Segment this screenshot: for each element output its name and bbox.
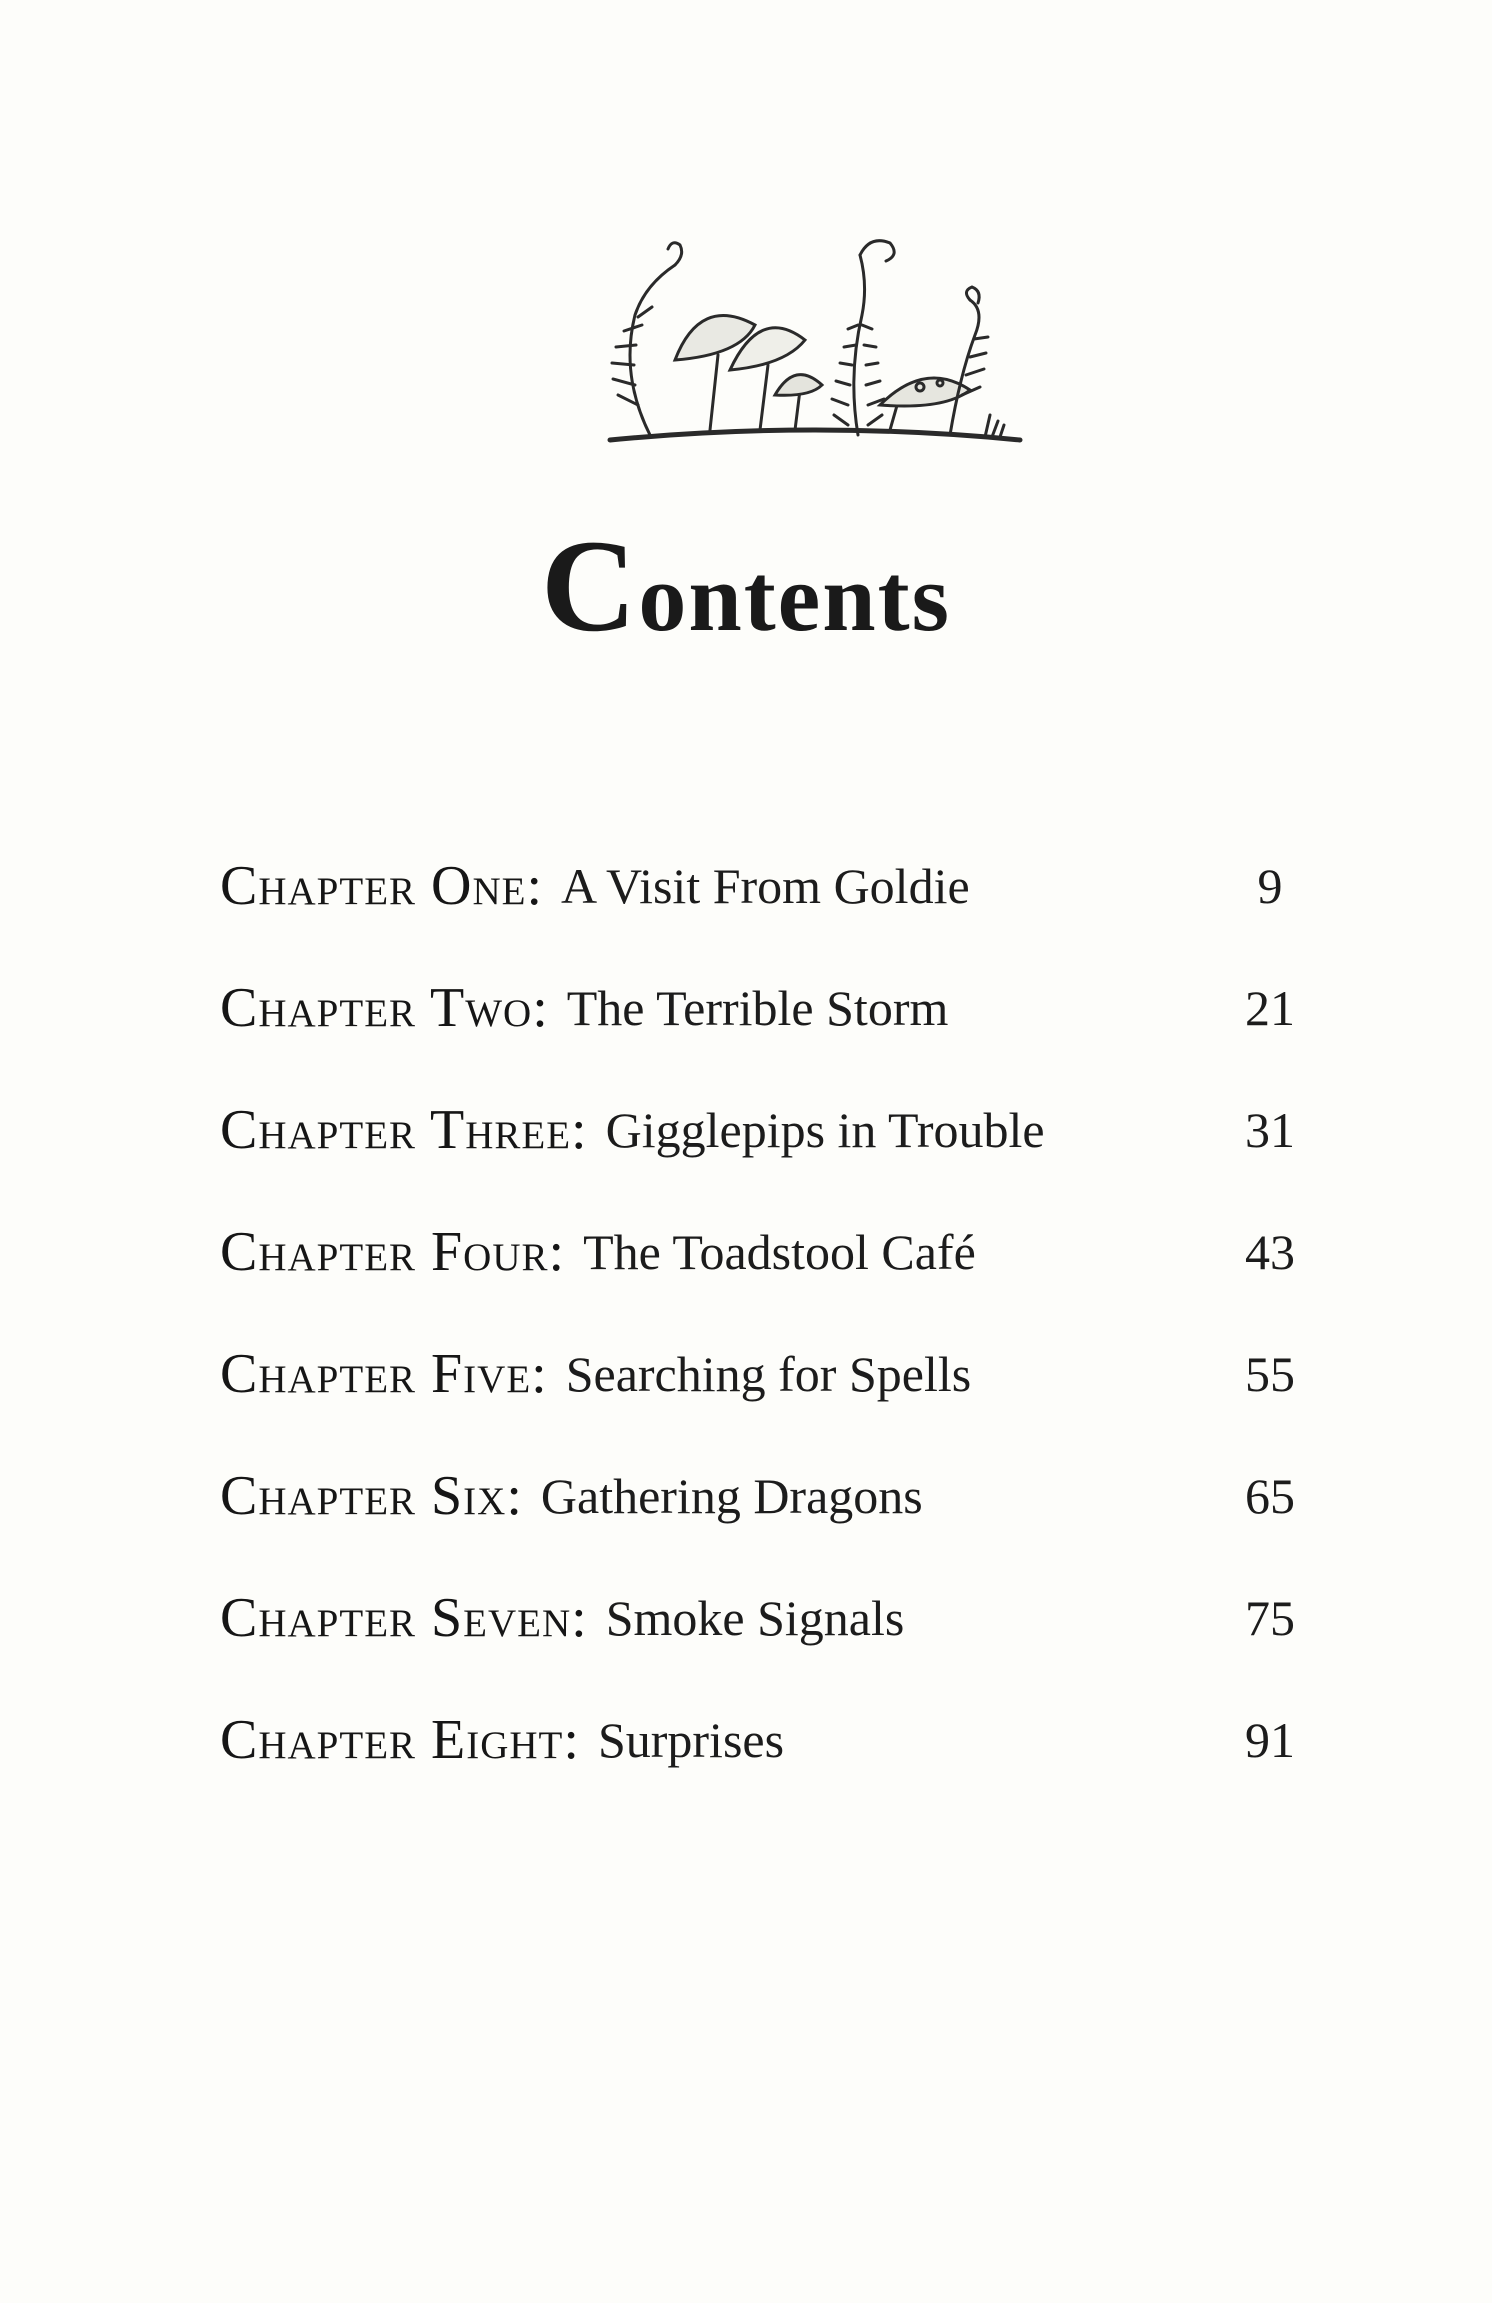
chapter-title: Surprises [597,1712,785,1768]
toc-entry[interactable] [220,947,1340,1069]
chapter-title: Gathering Dragons [540,1468,923,1524]
page-title [0,512,1492,659]
chapter-title: Smoke Signals [605,1590,905,1646]
chapter-title: Gigglepips in Trouble [605,1102,1045,1158]
chapter-title: Searching for Spells [565,1346,972,1402]
toc-entry[interactable] [220,1069,1340,1191]
toc-entry[interactable] [220,1557,1340,1679]
toc-entry[interactable] [220,1679,1340,1801]
chapter-label: Chapter Three: [220,1099,588,1161]
toc-entry[interactable] [220,1191,1340,1313]
page-number: 31 [1245,1102,1295,1158]
table-of-contents [220,825,1340,1801]
chapter-title: The Toadstool Café [583,1224,976,1280]
chapter-label: Chapter Two: [220,977,549,1039]
mushroom-fern-illustration [590,225,1040,470]
chapter-label: Chapter Four: [220,1221,566,1283]
page-number: 91 [1245,1712,1295,1768]
chapter-title: The Terrible Storm [566,980,949,1036]
page-number: 43 [1245,1224,1295,1280]
toc-entry[interactable] [220,1313,1340,1435]
title-initial: C [540,512,639,659]
chapter-label: Chapter One: [220,855,544,917]
chapter-label: Chapter Six: [220,1465,523,1527]
page-number: 21 [1245,980,1295,1036]
chapter-label: Chapter Seven: [220,1587,588,1649]
toc-entry[interactable] [220,1435,1340,1557]
chapter-label: Chapter Five: [220,1343,548,1405]
chapter-label: Chapter Eight: [220,1709,580,1771]
toc-entry[interactable] [220,825,1340,947]
title-rest: ontents [638,544,951,651]
page-number: 75 [1245,1590,1295,1646]
page-number: 55 [1245,1346,1295,1402]
chapter-title: A Visit From Goldie [561,858,970,914]
page-number: 65 [1245,1468,1295,1524]
page-number: 9 [1257,858,1283,914]
